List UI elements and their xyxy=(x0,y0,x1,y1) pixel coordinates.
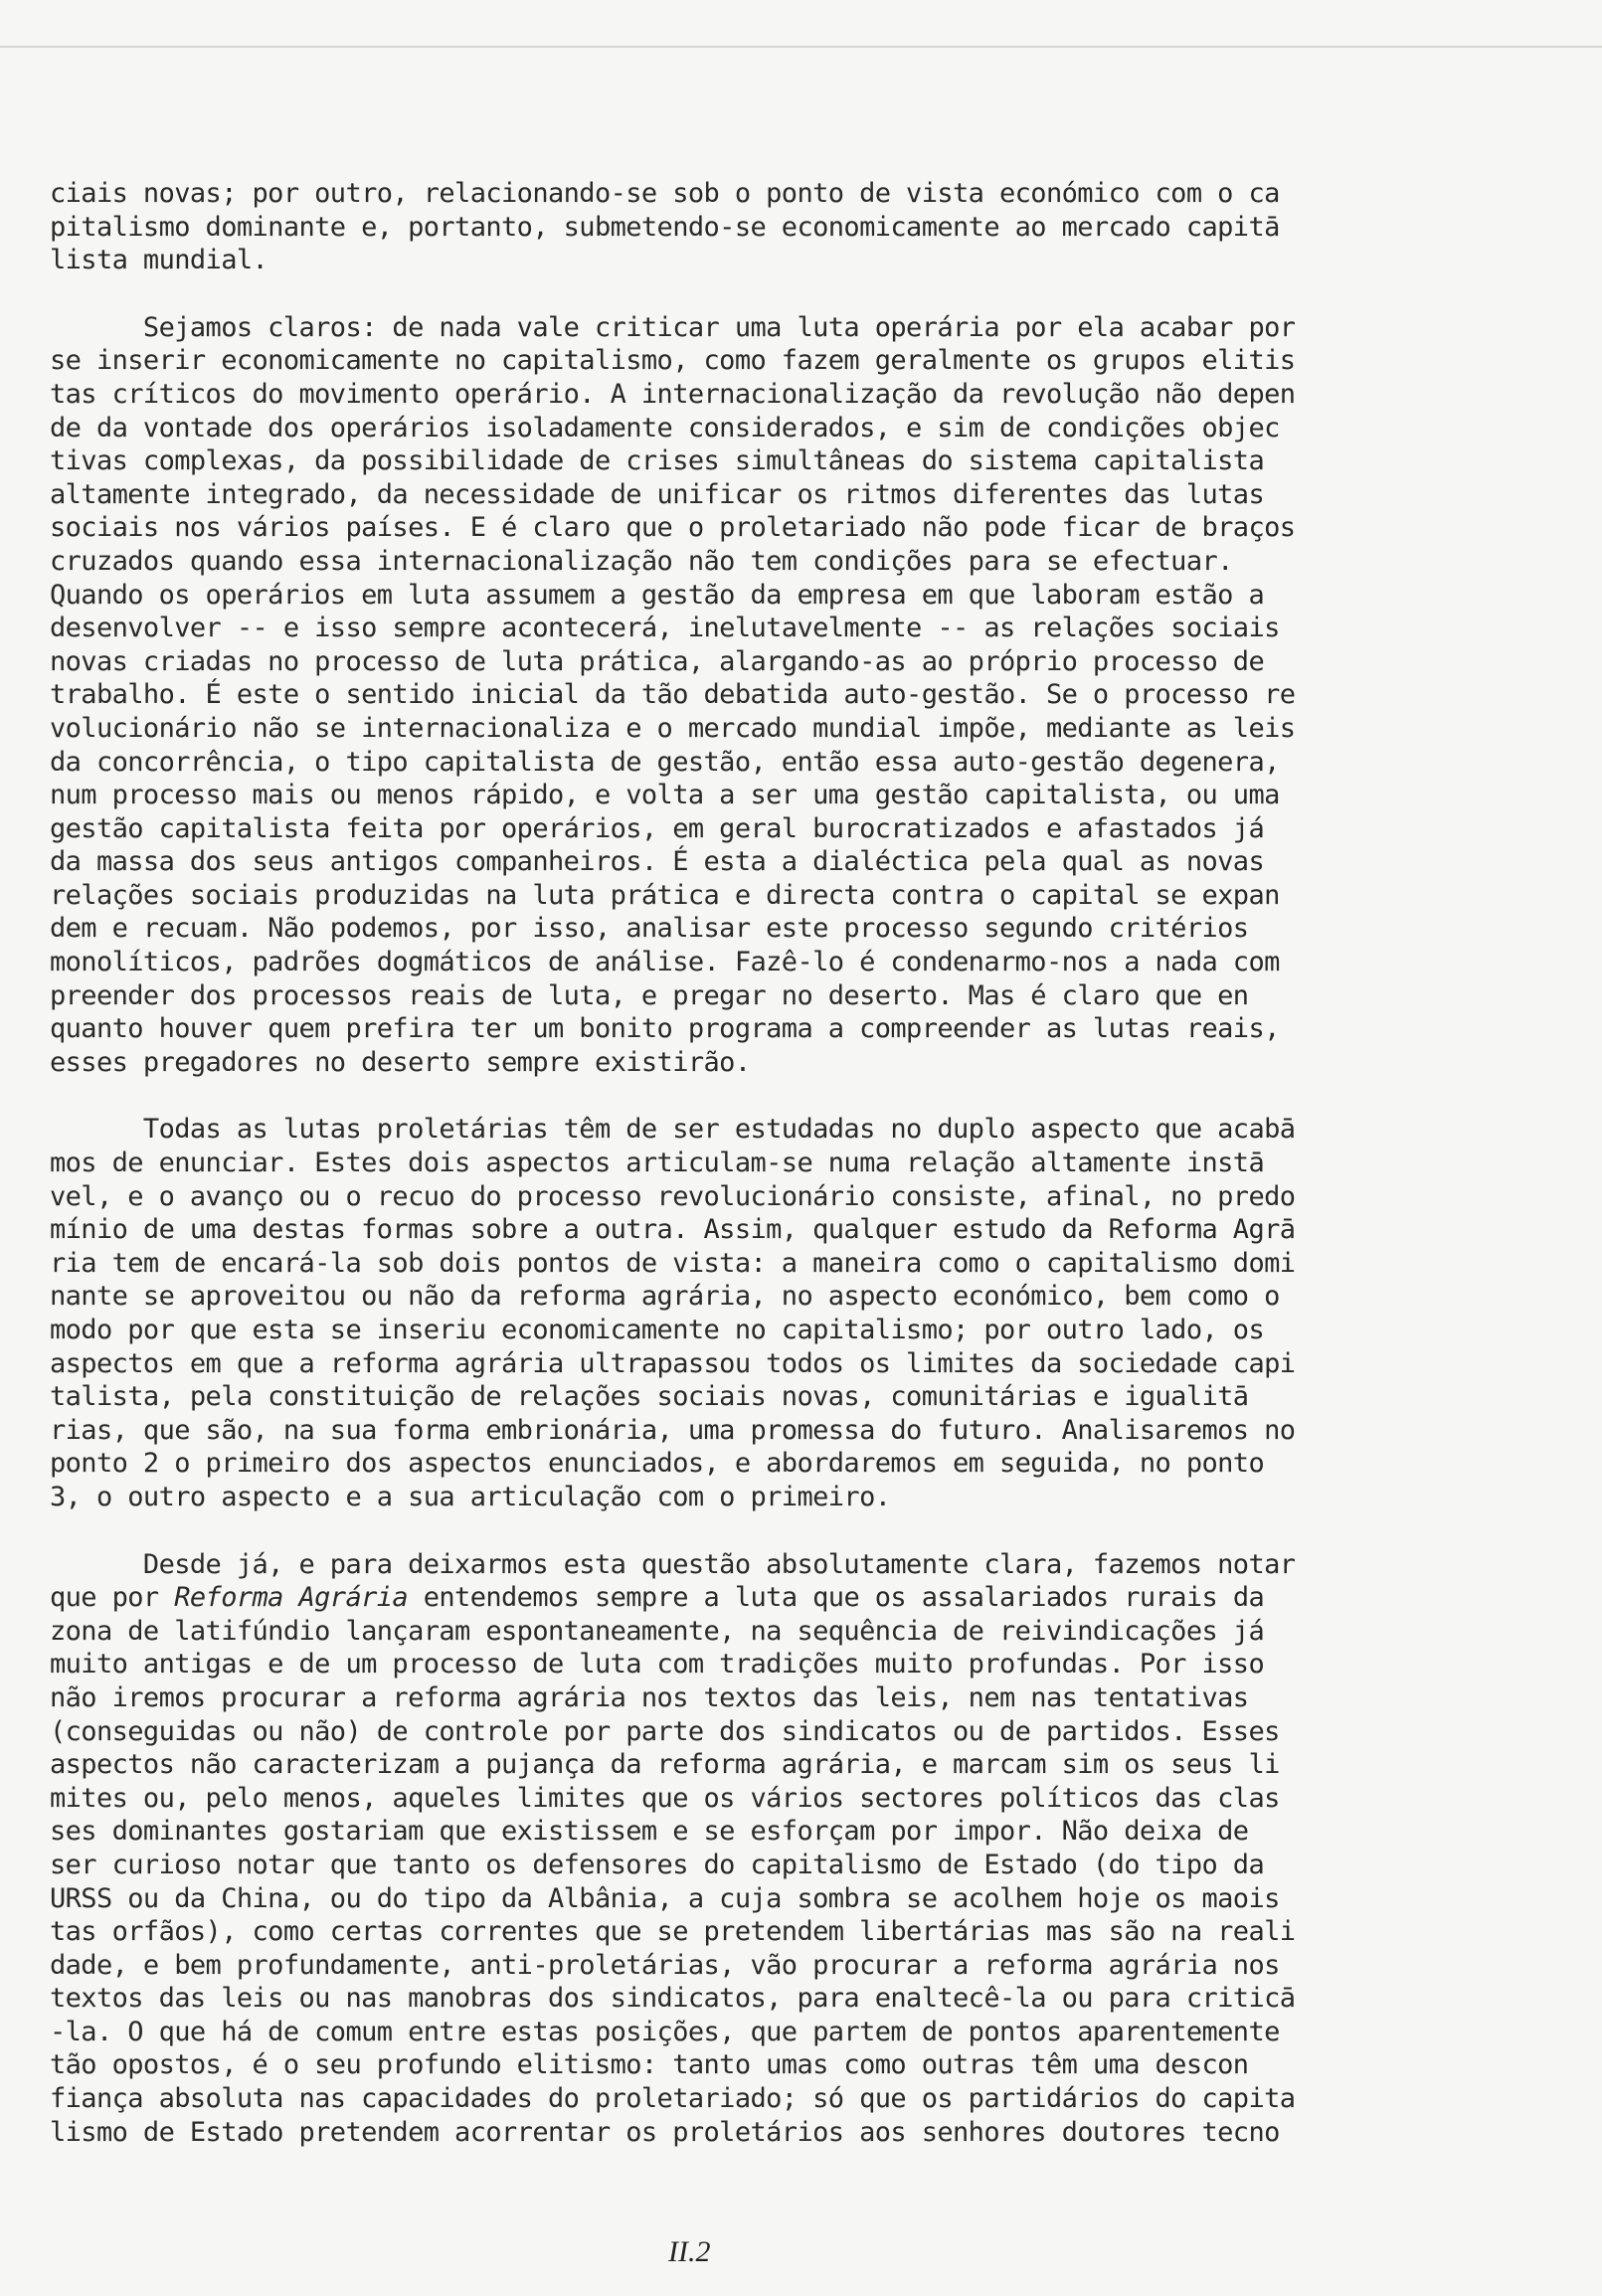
text-line: modo por que esta se inseriu economicamente no capitalismo; por outro lado, os xyxy=(50,1315,1265,1345)
text-line: ponto 2 o primeiro dos aspectos enunciados, e abordaremos em seguida, no ponto xyxy=(50,1448,1265,1480)
text-line: mínio de uma destas formas sobre a outra. Assim, qualquer estudo da Reforma Agrā xyxy=(50,1214,1296,1246)
text-line: da massa dos seus antigos companheiros. É esta a dialéctica pela qual as novas xyxy=(50,846,1265,878)
text-line: cruzados quando essa internacionalização não tem condições para se efectuar. xyxy=(50,545,1233,577)
text-line: da concorrência, o tipo capitalista de gestão, então essa auto-gestão degenera, xyxy=(50,746,1280,778)
paragraph-3 xyxy=(50,1113,1362,1513)
text-line: de da vontade dos operários isoladamente considerados, e sim de condições objec xyxy=(50,412,1280,443)
text-line: dade, e bem profundamente, anti-proletárias, vão procurar a reforma agrária nos xyxy=(50,1949,1280,1981)
text-line: altamente integrado, da necessidade de unificar os ritmos diferentes das lutas xyxy=(50,478,1265,510)
text-line: que por Reforma Agrária entendemos sempre a luta que os assalariados rurais da xyxy=(50,1582,1265,1614)
paragraph-2 xyxy=(50,311,1362,1080)
text-line: desenvolver -- e isso sempre acontecerá, inelutavelmente -- as relações sociais xyxy=(50,613,1280,644)
text-line: rias, que são, na sua forma embrionária, uma promessa do futuro. Analisaremos no xyxy=(50,1414,1296,1446)
text-line: talista, pela constituição de relações sociais novas, comunitárias e igualitā xyxy=(50,1381,1249,1413)
text-line: tivas complexas, da possibilidade de crises simultâneas do sistema capitalista xyxy=(50,445,1265,477)
text-line: ses dominantes gostariam que existissem e se esforçam por impor. Não deixa de xyxy=(50,1816,1249,1848)
text-line: num processo mais ou menos rápido, e volta a ser uma gestão capitalista, ou uma xyxy=(50,780,1280,811)
document-body xyxy=(50,177,1362,2149)
text-line: textos das leis ou nas manobras dos sindicatos, para enaltecê-la ou para criticā xyxy=(50,1983,1296,2015)
text-line: aspectos em que a reforma agrária ultrapassou todos os limites da sociedade capi xyxy=(50,1347,1296,1379)
text-line: fiança absoluta nas capacidades do proletariado; só que os partidários do capita xyxy=(50,2083,1296,2115)
text-line: tão opostos, é o seu profundo elitismo: tanto umas como outras têm uma descon xyxy=(50,2049,1249,2081)
text-line: Quando os operários em luta assumem a gestão da empresa em que laboram estão a xyxy=(50,579,1265,611)
text-line: dem e recuam. Não podemos, por isso, analisar este processo segundo critérios xyxy=(50,913,1249,945)
text-line: nante se aproveitou ou não da reforma agrária, no aspecto económico, bem como o xyxy=(50,1281,1280,1313)
text-line: aspectos não caracterizam a pujança da reforma agrária, e marcam sim os seus li xyxy=(50,1749,1280,1781)
text-line: quanto houver quem prefira ter um bonito programa a compreender as lutas reais, xyxy=(50,1013,1280,1045)
text-line: preender dos processos reais de luta, e pregar no deserto. Mas é claro que en xyxy=(50,979,1249,1011)
text-line: -la. O que há de comum entre estas posições, que partem de pontos aparentemente xyxy=(50,2016,1280,2047)
text-line: novas criadas no processo de luta prática, alargando-as ao próprio processo de xyxy=(50,645,1265,677)
emphasis: Reforma Agrária xyxy=(174,1582,409,1614)
text-line: trabalho. É este o sentido inicial da tão debatida auto-gestão. Se o processo re xyxy=(50,679,1296,711)
text-line: muito antigas e de um processo de luta com tradições muito profundas. Por isso xyxy=(50,1649,1265,1680)
text-line: mos de enunciar. Estes dois aspectos articulam-se numa relação altamente instā xyxy=(50,1148,1265,1179)
text-line: tas críticos do movimento operário. A internacionalização da revolução não depen xyxy=(50,378,1296,410)
text-line: Todas as lutas proletárias têm de ser estudadas no duplo aspecto que acabā xyxy=(50,1114,1296,1146)
text-line: Desde já, e para deixarmos esta questão absolutamente clara, fazemos notar xyxy=(50,1548,1296,1580)
text-line: tas orfãos), como certas correntes que se pretendem libertárias mas são na reali xyxy=(50,1916,1296,1948)
text-line: ria tem de encará-la sob dois pontos de vista: a maneira como o capitalismo domi xyxy=(50,1247,1296,1279)
page-number: II.2 xyxy=(668,2235,711,2268)
text-line: se inserir economicamente no capitalismo, como fazem geralmente os grupos elitis xyxy=(50,345,1296,377)
text-line: não iremos procurar a reforma agrária nos textos das leis, nem nas tentativas xyxy=(50,1681,1249,1713)
text-line: pitalismo dominante e, portanto, submetendo-se economicamente ao mercado capitā xyxy=(50,211,1280,243)
text-line: zona de latifúndio lançaram espontaneamente, na sequência de reivindicações já xyxy=(50,1615,1265,1647)
text-line: 3, o outro aspecto e a sua articulação com o primeiro. xyxy=(50,1481,891,1512)
text-line: sociais nos vários países. E é claro que o proletariado não pode ficar de braços xyxy=(50,512,1296,544)
text-line: ciais novas; por outro, relacionando-se sob o ponto de vista económico com o ca xyxy=(50,178,1280,209)
text-line: esses pregadores no deserto sempre existirão. xyxy=(50,1046,751,1078)
text-line: mites ou, pelo menos, aqueles limites que os vários sectores políticos das clas xyxy=(50,1782,1280,1814)
top-rule xyxy=(0,46,1602,48)
text-line: ser curioso notar que tanto os defensores do capitalismo de Estado (do tipo da xyxy=(50,1849,1265,1880)
text-line: relações sociais produzidas na luta prática e directa contra o capital se expan xyxy=(50,879,1280,911)
paragraph-1 xyxy=(50,177,1362,277)
text-line: monolíticos, padrões dogmáticos de análise. Fazê-lo é condenarmo-nos a nada com xyxy=(50,947,1280,978)
text-line: gestão capitalista feita por operários, em geral burocratizados e afastados já xyxy=(50,812,1265,844)
text-line: (conseguidas ou não) de controle por parte dos sindicatos ou de partidos. Esses xyxy=(50,1715,1280,1747)
paragraph-4 xyxy=(50,1548,1362,2150)
text-line: lismo de Estado pretendem acorrentar os proletários aos senhores doutores tecno xyxy=(50,2116,1280,2148)
text-line: URSS ou da China, ou do tipo da Albânia, a cuja sombra se acolhem hoje os maois xyxy=(50,1882,1280,1914)
text-line: volucionário não se internacionaliza e o mercado mundial impõe, mediante as leis xyxy=(50,712,1296,744)
text-line: Sejamos claros: de nada vale criticar uma luta operária por ela acabar por xyxy=(50,311,1296,343)
text-line: lista mundial. xyxy=(50,245,268,276)
text-line: vel, e o avanço ou o recuo do processo revolucionário consiste, afinal, no predo xyxy=(50,1180,1296,1212)
